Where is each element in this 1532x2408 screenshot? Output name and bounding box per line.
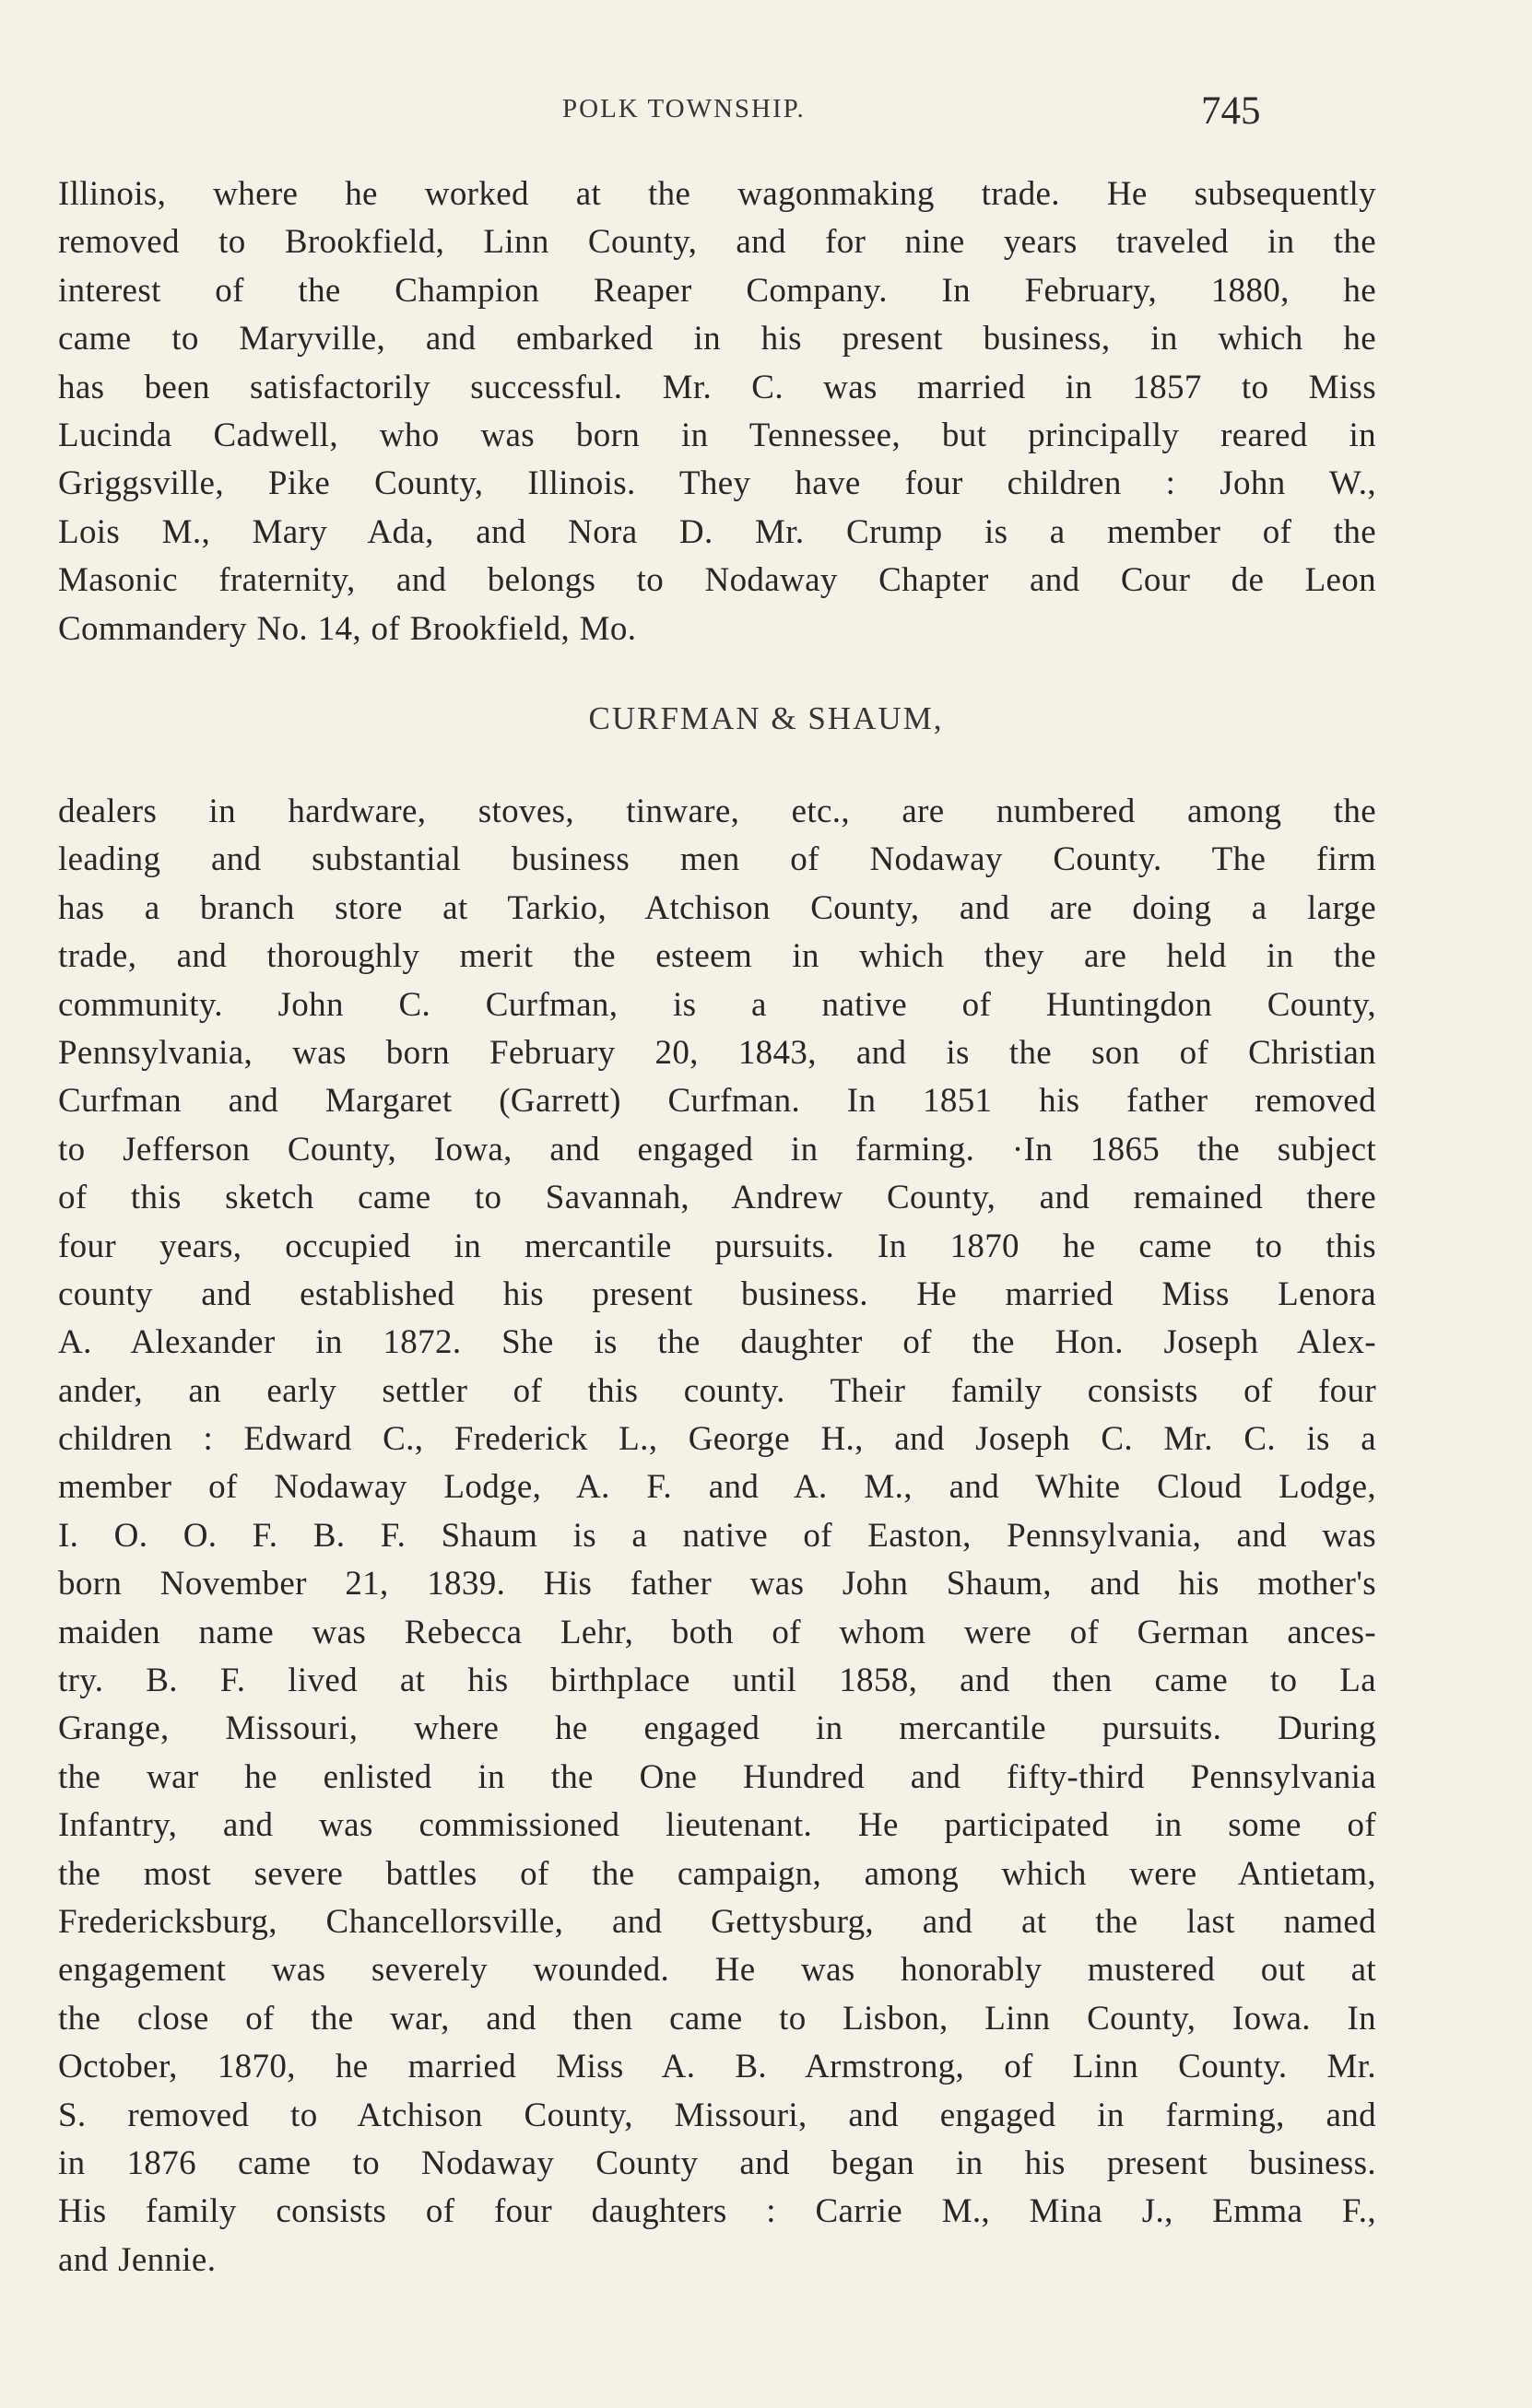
text-line: dealers in hardware, stoves, tinware, etc., are numbered among the: [58, 793, 1376, 830]
text-line: Fredericksburg, Chancellorsville, and Gettysburg, and at the last named: [58, 1902, 1376, 1941]
text-line: the close of the war, and then came to Lisbon, Linn County, Iowa. In: [58, 1999, 1376, 2038]
text-line: Masonic fraternity, and belongs to Nodaway Chapter and Cour de Leon: [58, 561, 1376, 600]
text-line: S. removed to Atchison County, Missouri, and engaged in farming, and: [58, 2096, 1376, 2134]
text-line: born November 21, 1839. His father was John Shaum, and his mother's: [58, 1565, 1376, 1603]
text-line: maiden name was Rebecca Lehr, both of whom were of German ances-: [58, 1613, 1376, 1651]
text-line: ander, an early settler of this county. Their family consists of four: [58, 1371, 1376, 1410]
text-line: community. John C. Curfman, is a native of Huntingdon County,: [58, 985, 1376, 1024]
text-line: has a branch store at Tarkio, Atchison County, and are doing a large: [58, 888, 1376, 927]
text-line: Illinois, where he worked at the wagonmaking trade. He subsequently: [58, 175, 1376, 213]
text-line: trade, and thoroughly merit the esteem in which they are held in the: [58, 937, 1376, 976]
text-line: try. B. F. lived at his birthplace until 1858, and then came to La: [58, 1662, 1376, 1700]
text-line: the war he enlisted in the One Hundred and fifty-third Pennsylvania: [58, 1757, 1376, 1796]
text-line: the most severe battles of the campaign, among which were Antietam,: [58, 1854, 1376, 1893]
text-line: I. O. O. F. B. F. Shaum is a native of Easton, Pennsylvania, and was: [58, 1516, 1376, 1555]
text-line: of this sketch came to Savannah, Andrew County, and remained there: [58, 1179, 1376, 1217]
text-line: Curfman and Margaret (Garrett) Curfman. In 1851 his father removed: [58, 1082, 1376, 1121]
text-line: His family consists of four daughters : Carrie M., Mina J., Emma F.,: [58, 2192, 1376, 2231]
text-line: Pennsylvania, was born February 20, 1843, and is the son of Christian: [58, 1033, 1376, 1072]
text-line: engagement was severely wounded. He was honorably mustered out at: [58, 1951, 1376, 1990]
text-line: four years, occupied in mercantile pursuits. In 1870 he came to this: [58, 1227, 1376, 1265]
text-line: Griggsville, Pike County, Illinois. They have four children : John W.,: [58, 464, 1376, 503]
running-head: [0, 88, 1532, 135]
text-line: leading and substantial business men of Nodaway County. The firm: [58, 840, 1376, 879]
text-line: Lucinda Cadwell, who was born in Tennessee, but principally reared in: [58, 416, 1376, 454]
section-heading: CURFMAN & SHAUM,: [588, 700, 944, 736]
text-line: children : Edward C., Frederick L., George H., and Joseph C. Mr. C. is a: [58, 1420, 1376, 1459]
text-line: A. Alexander in 1872. She is the daughter of the Hon. Joseph Alex-: [58, 1323, 1376, 1362]
text-line: removed to Brookfield, Linn County, and for nine years traveled in the: [58, 223, 1376, 262]
page-number: 745: [1201, 89, 1261, 133]
text-line: October, 1870, he married Miss A. B. Armstrong, of Linn County. Mr.: [58, 2048, 1376, 2086]
paragraph-curfman-shaum: [58, 788, 1376, 2285]
text-line: member of Nodaway Lodge, A. F. and A. M., and White Cloud Lodge,: [58, 1468, 1376, 1507]
text-line: came to Maryville, and embarked in his present business, in which he: [58, 320, 1376, 358]
text-line: Grange, Missouri, where he engaged in mercantile pursuits. During: [58, 1709, 1376, 1748]
text-line: in 1876 came to Nodaway County and began in his present business.: [58, 2144, 1376, 2182]
text-line: and Jennie.: [58, 2240, 217, 2279]
paragraph-crump-biography: [58, 170, 1376, 653]
running-title: POLK TOWNSHIP.: [562, 94, 806, 123]
text-line: county and established his present business. He married Miss Lenora: [58, 1274, 1376, 1313]
text-line: has been satisfactorily successful. Mr. C. was married in 1857 to Miss: [58, 368, 1376, 406]
text-line: Infantry, and was commissioned lieutenant. He participated in some of: [58, 1806, 1376, 1845]
text-line: Commandery No. 14, of Brookfield, Mo.: [58, 609, 637, 648]
text-line: interest of the Champion Reaper Company. In February, 1880, he: [58, 271, 1376, 310]
text-line: to Jefferson County, Iowa, and engaged in farming. ·In 1865 the subject: [58, 1130, 1376, 1169]
text-line: Lois M., Mary Ada, and Nora D. Mr. Crump is a member of the: [58, 512, 1376, 551]
